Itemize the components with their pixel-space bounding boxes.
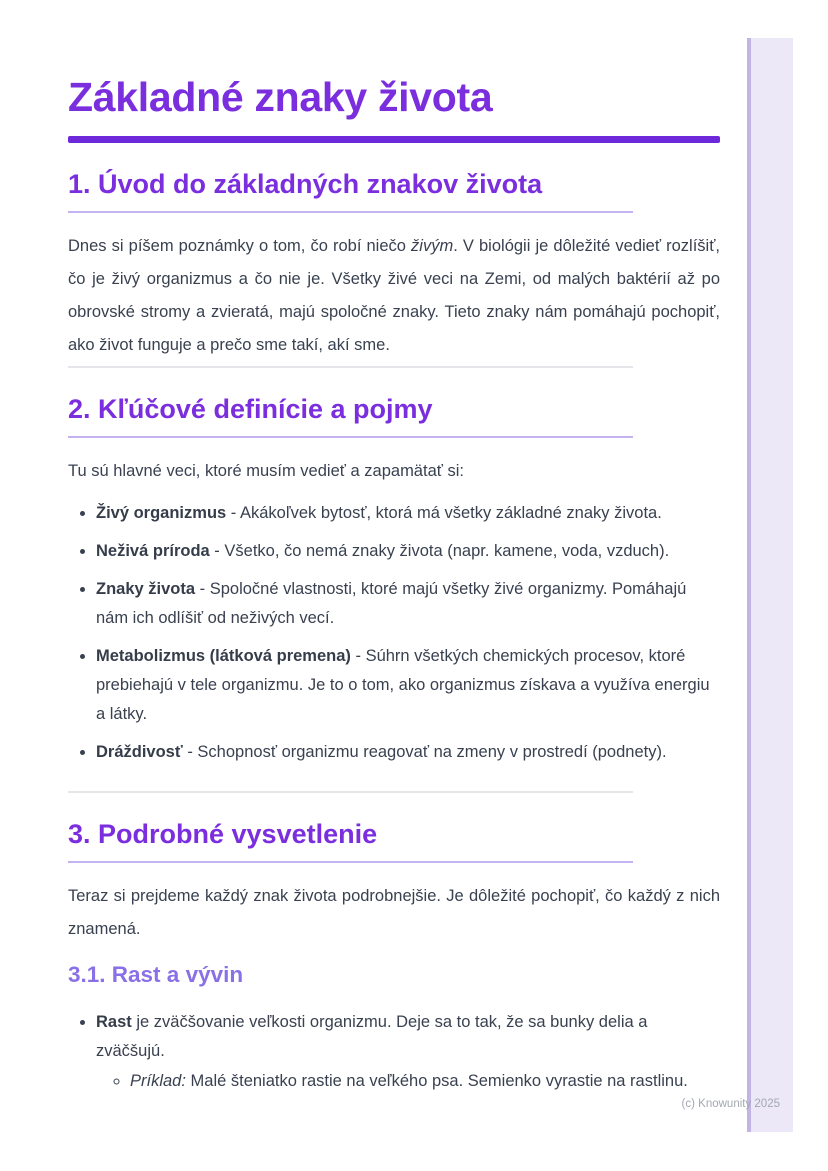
title-rule	[68, 136, 720, 143]
example-item	[130, 1067, 720, 1096]
intro-text-end: . V biológii je dôležité vedieť rozlíšiť, čo je živý organizmus a čo nie je. Všetky živé veci na Zemi, od malých baktérií až po obrovské stromy a zvieratá, majú spoločné znaky. Tieto znaky nám pomáhajú pochopiť, ako život funguje a prečo sme takí, akí sme.	[68, 237, 720, 354]
definition-term: Živý organizmus	[96, 504, 227, 522]
document-content	[68, 0, 720, 1096]
list-item	[96, 1008, 720, 1096]
definition-term: Neživá príroda	[96, 542, 210, 560]
definition-text: - Spoločné vlastnosti, ktoré majú všetky živé organizmy. Pomáhajú nám ich odlíšiť od neživých vecí.	[96, 580, 687, 627]
list-item	[96, 738, 720, 767]
intro-text-start: Dnes si píšem poznámky o tom, čo robí niečo	[68, 237, 412, 255]
definition-term: Znaky života	[96, 580, 196, 598]
subsection-heading: 3.1. Rast a vývin	[68, 962, 244, 987]
list-item	[96, 642, 720, 729]
section-definitions	[68, 394, 720, 767]
example-list	[96, 1067, 720, 1096]
footer-copyright: (c) Knowunity 2025	[681, 1098, 780, 1110]
definitions-intro: Tu sú hlavné veci, ktoré musím vedieť a zapamätať si:	[68, 462, 465, 480]
definition-text: - Súhrn všetkých chemických procesov, ktoré prebiehajú v tele organizmu. Je to o tom, ako organizmus získava a využíva energiu a látky.	[96, 647, 710, 723]
page-title: Základné znaky života	[68, 74, 493, 120]
definition-text: je zväčšovanie veľkosti organizmu. Deje sa to tak, že sa bunky delia a zväčšujú.	[96, 1013, 648, 1060]
definitions-list	[68, 499, 720, 767]
section-2-heading: 2. Kľúčové definície a pojmy	[68, 394, 433, 424]
section-3-heading: 3. Podrobné vysvetlenie	[68, 819, 378, 849]
list-item	[96, 537, 720, 566]
list-item	[96, 575, 720, 633]
definition-text: - Akákoľvek bytosť, ktorá má všetky základné znaky života.	[226, 504, 662, 522]
section-intro	[68, 169, 720, 362]
growth-list	[68, 1008, 720, 1096]
example-label: Príklad:	[130, 1072, 186, 1090]
list-item	[96, 499, 720, 528]
example-text: Malé šteniatko rastie na veľkého psa. Semienko vyrastie na rastlinu.	[185, 1072, 688, 1090]
section-1-heading-underline	[68, 211, 633, 213]
intro-paragraph	[68, 230, 720, 362]
section-divider	[68, 791, 633, 793]
definition-text: - Schopnosť organizmu reagovať na zmeny v prostredí (podnety).	[182, 743, 667, 761]
definition-term: Rast	[96, 1013, 132, 1031]
definition-term: Dráždivosť	[96, 743, 183, 761]
section-divider	[68, 366, 633, 368]
section-2-heading-underline	[68, 436, 633, 438]
page-edge-decoration	[747, 38, 793, 1132]
definition-term: Metabolizmus (látková premena)	[96, 647, 351, 665]
section-3-heading-underline	[68, 861, 633, 863]
italic-term: živým	[411, 237, 454, 255]
section-detail	[68, 819, 720, 1096]
section-1-heading: 1. Úvod do základných znakov života	[68, 169, 543, 199]
detail-intro-paragraph: Teraz si prejdeme každý znak života podrobnejšie. Je dôležité pochopiť, čo každý z nich znamená.	[68, 887, 720, 938]
definition-text: - Všetko, čo nemá znaky života (napr. kamene, voda, vzduch).	[209, 542, 670, 560]
